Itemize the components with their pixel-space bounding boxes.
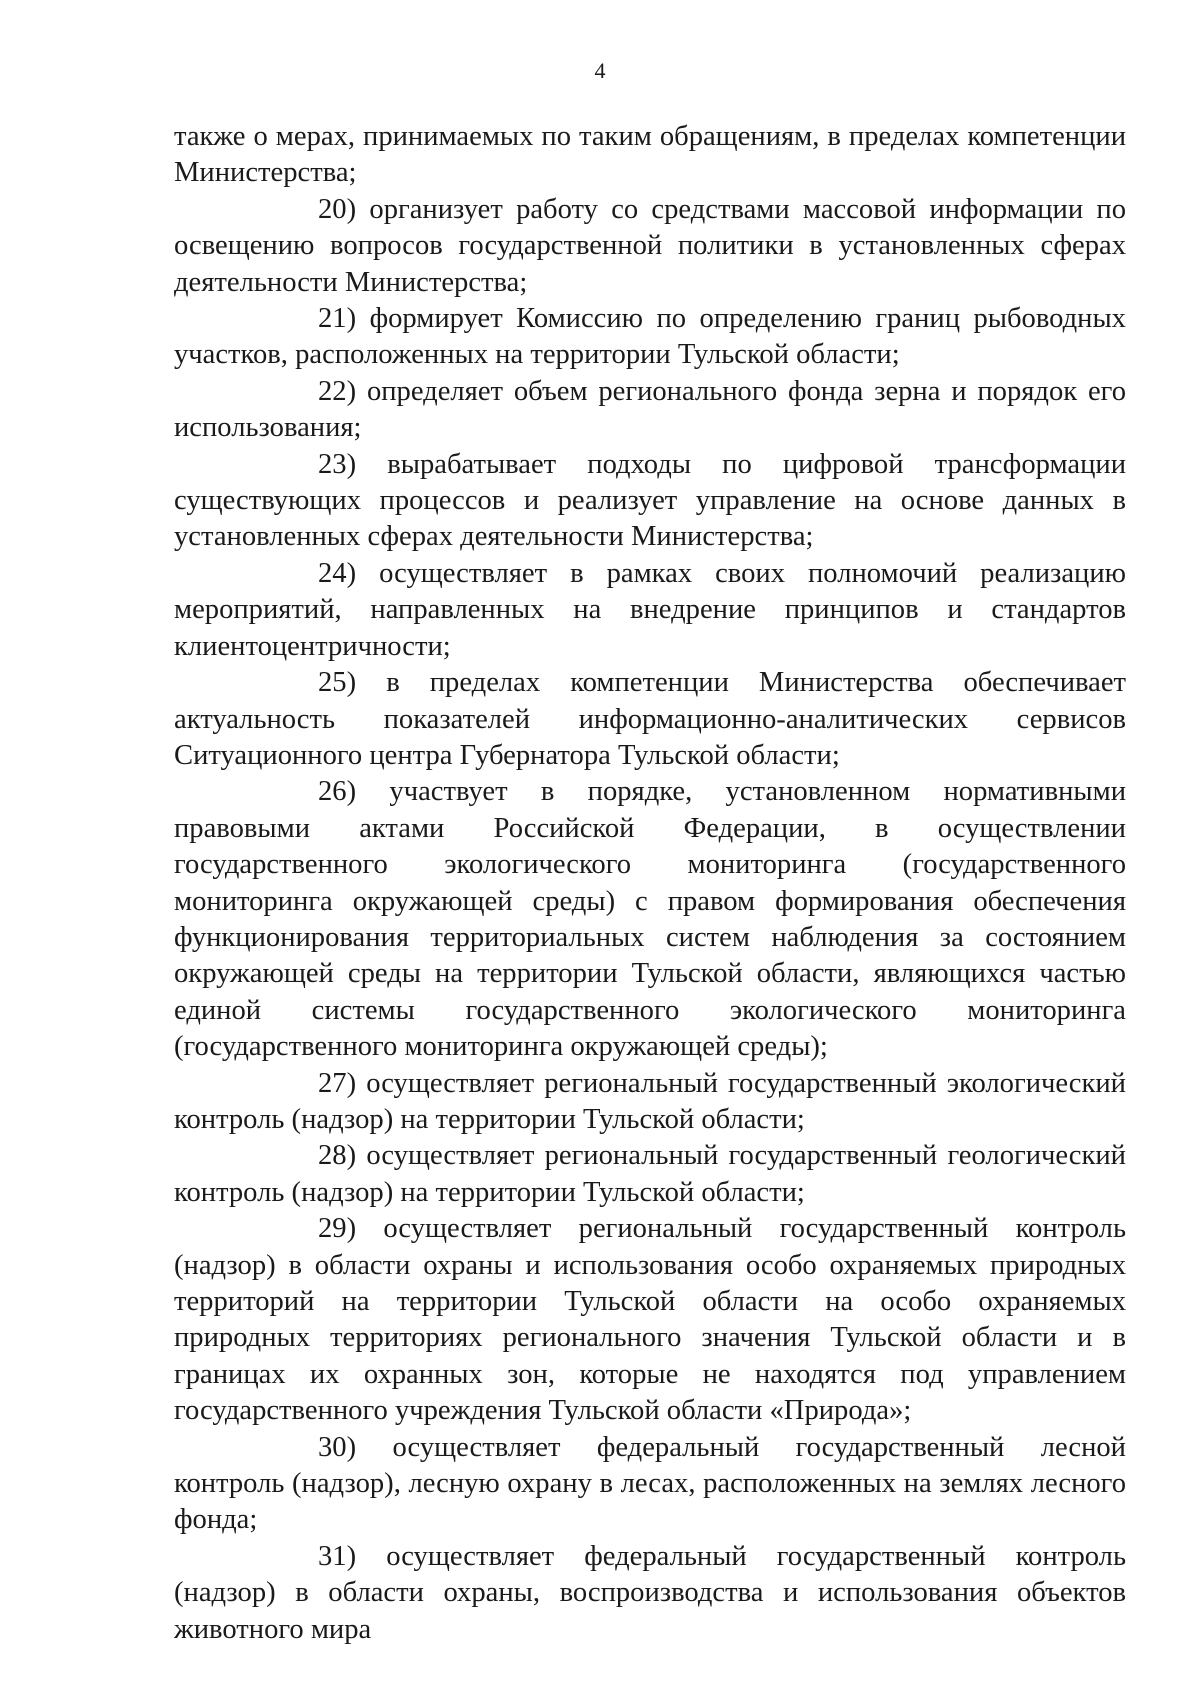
list-item-30 [174,1430,1126,1539]
item-number: 20) [318,193,357,225]
paragraph-text: также о мерах, принимаемых по таким обращениям, в пределах компетенции Министерства; [174,121,1126,189]
list-item-26 [174,774,1126,1065]
item-text: осуществляет региональный государственный экологический контроль (надзор) на территории Тульской области; [174,1067,1126,1135]
item-number: 31) [318,1540,357,1572]
item-text: осуществляет в рамках своих полномочий реализацию мероприятий, направленных на внедрение принципов и стандартов клиентоцентричности; [174,557,1126,662]
item-number: 30) [318,1431,357,1463]
list-item-21 [174,301,1126,374]
item-text: в пределах компетенции Министерства обеспечивает актуальность показателей информационно-аналитических сервисов Ситуационного центра Губернатора Тульской области; [174,667,1127,771]
item-number: 26) [318,776,357,808]
item-text: определяет объем регионального фонда зерна и порядок его использования; [174,375,1126,444]
paragraph-continuation [174,119,1126,192]
item-text: участвует в порядке, установленном нормативными правовыми актами Российской Федерации, в осуществлении государственного экологического мониторинга (государственного мониторинга окружающей среды) с правом формирования обеспечения функционирования территориальных систем наблюдения за состоянием окружающей среды на территории Тульской области, являющихся частью единой системы государственного экологического мониторинга (государственного мониторинга окружающей среды); [174,776,1126,1063]
list-item-25 [174,665,1126,774]
item-text: осуществляет федеральный государственный лесной контроль (надзор), лесную охрану в лесах, расположенных на землях лесного фонда; [174,1431,1126,1536]
item-text: осуществляет региональный государственный контроль (надзор) в области охраны и использования особо охраняемых природных территорий на территории Тульской области на особо охраняемых природных территориях регионального значения Тульской области и в границах их охранных зон, которые не находятся под управлением государственного учреждения Тульской области «Природа»; [174,1213,1126,1427]
item-number: 25) [318,667,357,699]
list-item-28 [174,1138,1126,1211]
list-item-24 [174,556,1126,665]
item-number: 23) [318,448,357,480]
item-number: 28) [318,1140,357,1172]
page-number: 4 [594,58,606,83]
item-number: 21) [318,303,357,335]
item-number: 27) [318,1067,357,1099]
list-item-20 [174,192,1126,301]
list-item-23 [174,447,1126,556]
list-item-27 [174,1066,1126,1139]
item-text: осуществляет федеральный государственный контроль (надзор) в области охраны, воспроизводства и использования объектов животного мира [174,1540,1126,1645]
list-item-22 [174,374,1126,447]
item-text: вырабатывает подходы по цифровой трансформации существующих процессов и реализует управление на основе данных в установленных сферах деятельности Министерства; [174,448,1126,553]
list-item-29 [174,1211,1126,1429]
item-text: организует работу со средствами массовой информации по освещению вопросов государственной политики в установленных сферах деятельности Министерства; [174,193,1127,298]
item-text: осуществляет региональный государственный геологический контроль (надзор) на территории Тульской области; [174,1140,1126,1208]
item-text: формирует Комиссию по определению границ рыбоводных участков, расположенных на территории Тульской области; [174,303,1126,371]
item-number: 29) [318,1213,357,1245]
item-number: 22) [318,375,357,407]
item-number: 24) [318,557,357,589]
list-item-31 [174,1539,1126,1648]
document-body [174,119,1126,1648]
